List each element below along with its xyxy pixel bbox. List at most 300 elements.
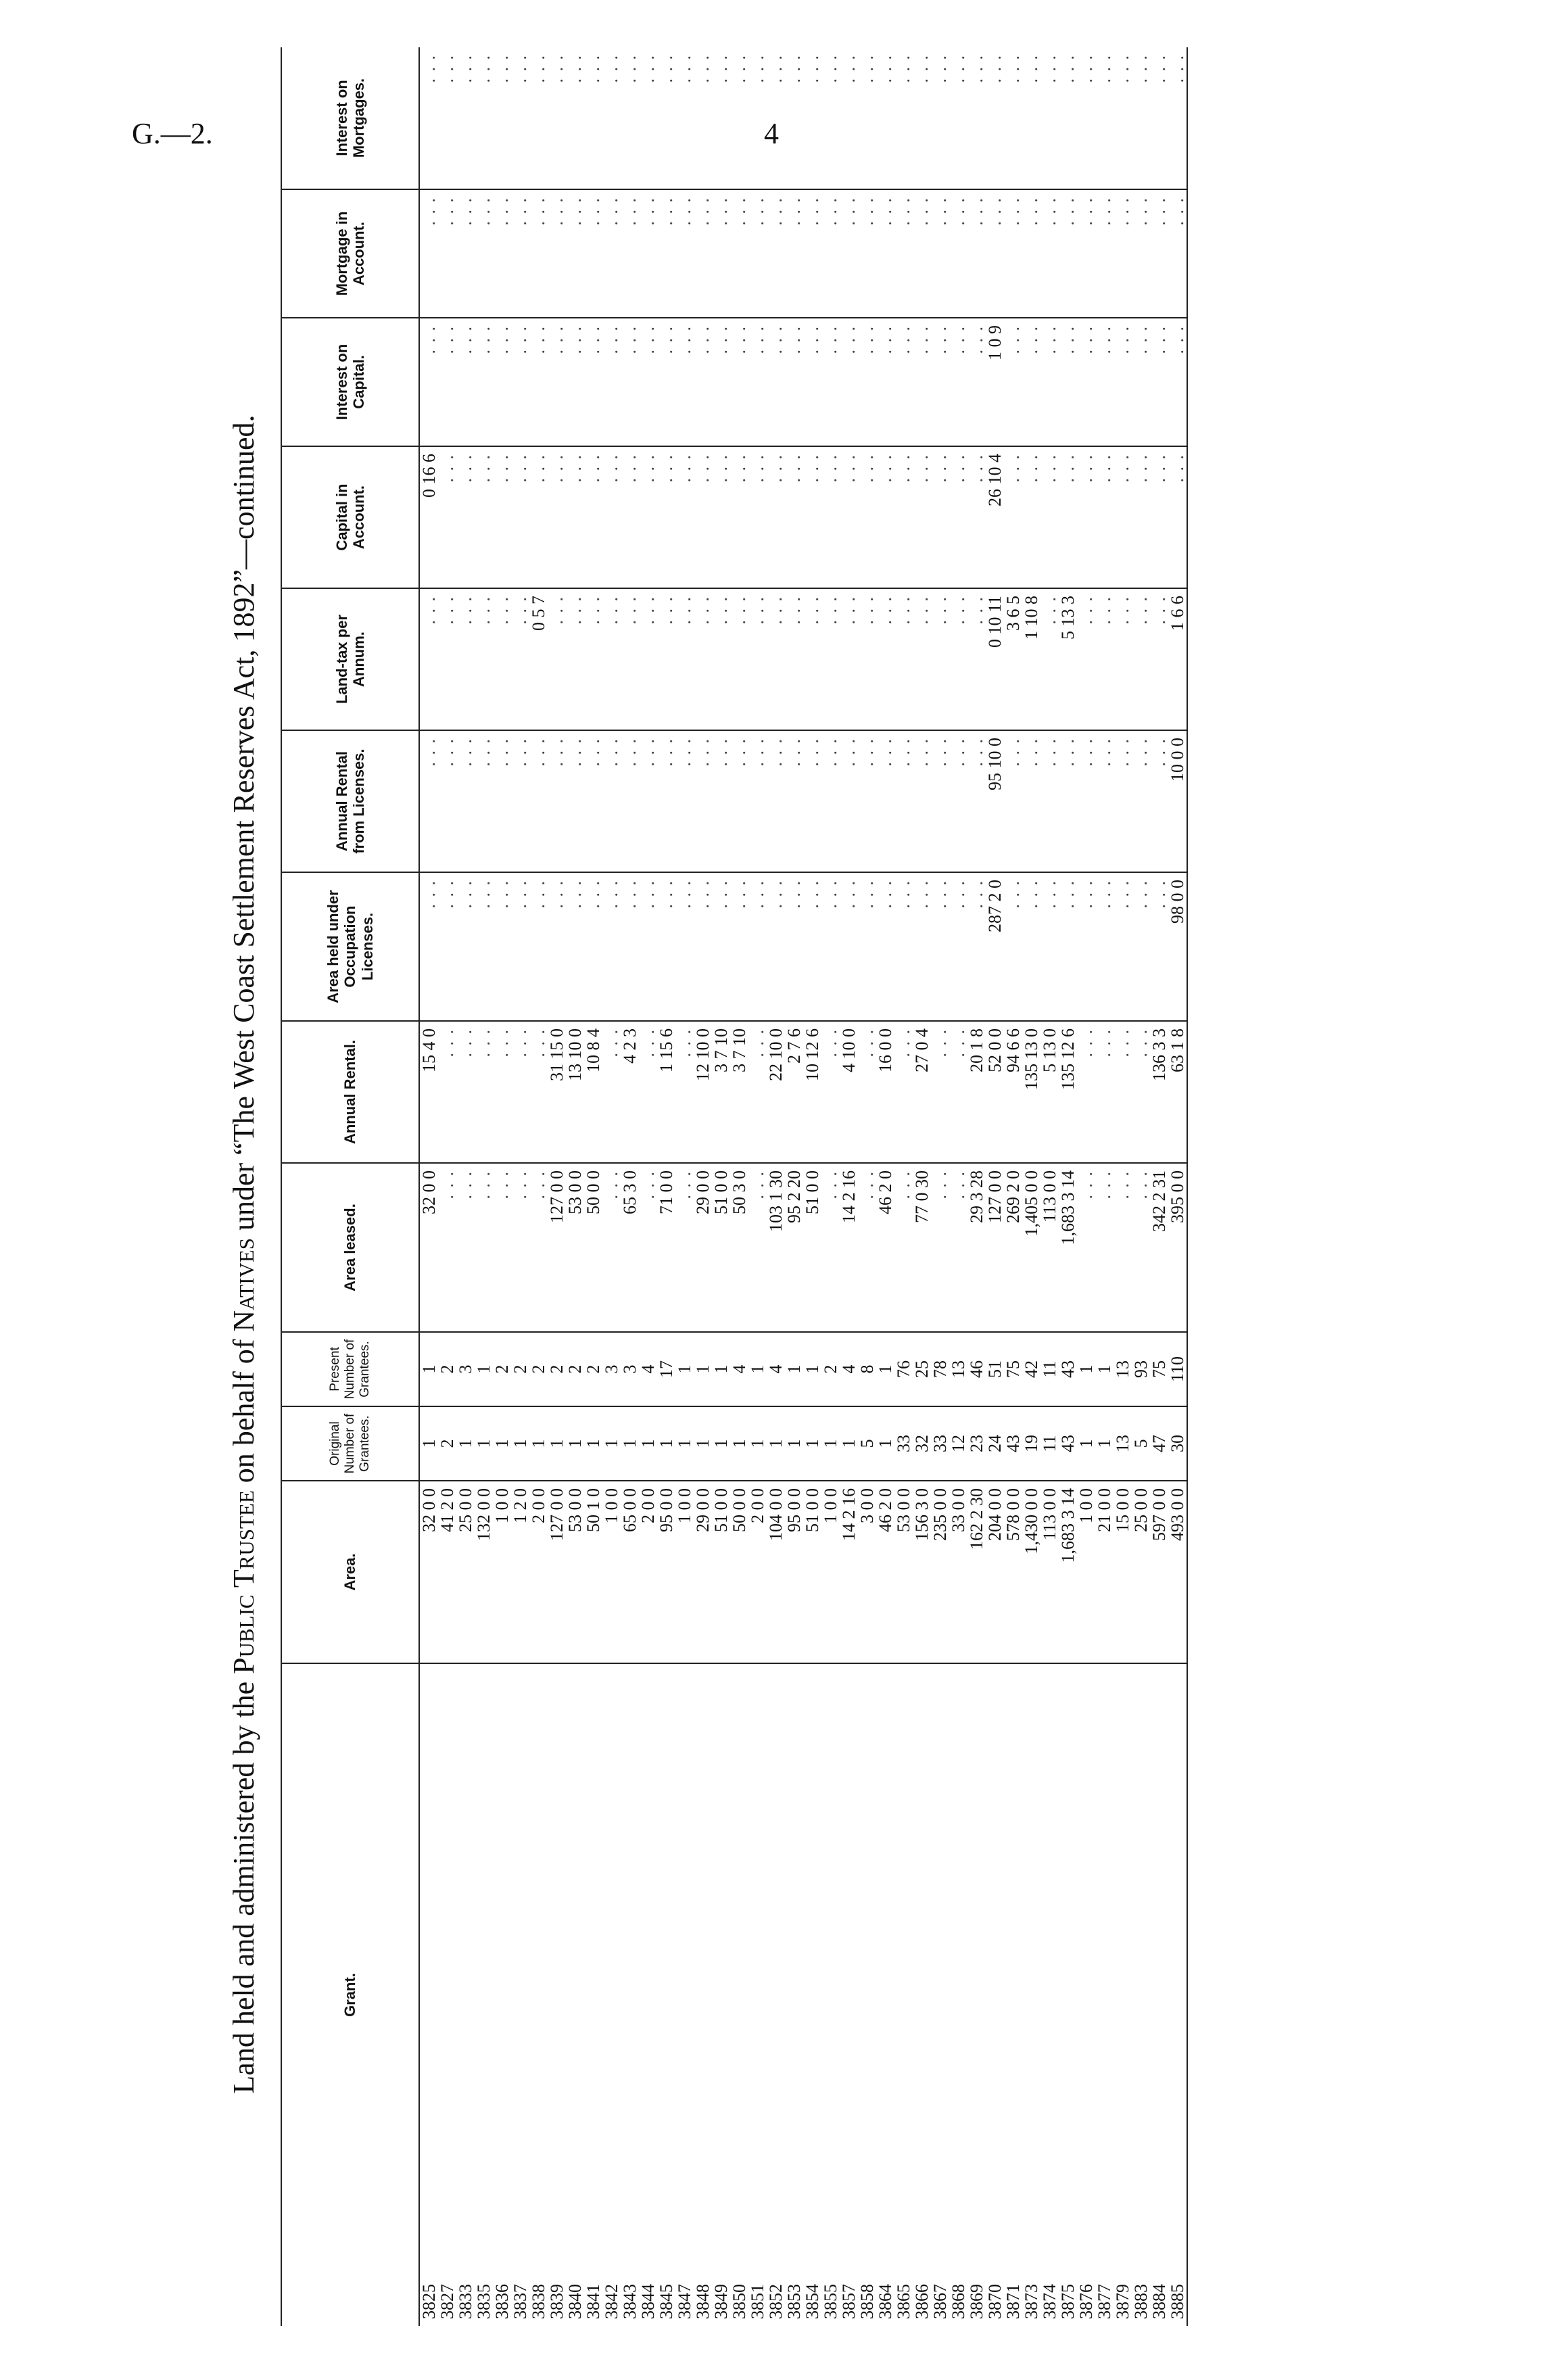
land-tax-cell: . . .	[602, 588, 621, 730]
license-rental-cell: . . .	[639, 730, 657, 872]
land-tax-cell: . . .	[840, 588, 858, 730]
present-grantees-cell: 3	[456, 1332, 475, 1406]
present-grantees-cell: 1	[475, 1332, 493, 1406]
table-row	[858, 47, 876, 2326]
license-rental-cell: . . .	[748, 730, 767, 872]
annual-rental-cell: 10 8 4	[584, 1021, 602, 1163]
col-header-annual-rental: Annual Rental.	[281, 1021, 419, 1163]
present-grantees-cell: 13	[949, 1332, 967, 1406]
table-row	[1059, 47, 1077, 2326]
license-area-cell: . . .	[602, 872, 621, 1021]
area-cell: 25 0 0	[1132, 1481, 1150, 1663]
original-grantees-cell: 1	[493, 1406, 511, 1481]
area-leased-cell: 269 2 0	[1004, 1163, 1022, 1332]
annual-rental-cell: 20 1 8	[967, 1021, 986, 1163]
area-cell: 46 2 0	[876, 1481, 894, 1663]
interest-mortgage-cell: . . .	[1132, 47, 1150, 189]
area-leased-cell: . . .	[1095, 1163, 1113, 1332]
area-leased-cell: 395 0 0	[1168, 1163, 1187, 1332]
interest-mortgage-cell: . . .	[511, 47, 529, 189]
license-area-cell: . . .	[858, 872, 876, 1021]
present-grantees-cell: 75	[1150, 1332, 1168, 1406]
area-cell: 2 0 0	[529, 1481, 548, 1663]
present-grantees-cell: 2	[548, 1332, 566, 1406]
interest-capital-cell: . . .	[821, 318, 840, 446]
area-leased-cell: 29 0 0	[694, 1163, 712, 1332]
license-rental-cell: . . .	[913, 730, 931, 872]
license-area-cell: . . .	[712, 872, 730, 1021]
grant-cell: 3884	[1149, 2284, 1169, 2319]
table-row	[1095, 47, 1113, 2326]
area-leased-cell: 51 0 0	[803, 1163, 821, 1332]
present-grantees-cell: 4	[767, 1332, 785, 1406]
license-area-cell: . . .	[493, 872, 511, 1021]
original-grantees-cell: 33	[931, 1406, 949, 1481]
mortgage-cell: . . .	[602, 189, 621, 318]
interest-capital-cell: . . .	[785, 318, 803, 446]
mortgage-cell: . . .	[1113, 189, 1132, 318]
grant-cell: 3877	[1095, 2284, 1114, 2319]
interest-capital-cell: . . .	[1132, 318, 1150, 446]
original-grantees-cell: 1	[821, 1406, 840, 1481]
mortgage-cell: . . .	[548, 189, 566, 318]
table-row	[785, 47, 803, 2326]
table-body	[419, 47, 1187, 2326]
area-cell: 33 0 0	[949, 1481, 967, 1663]
interest-mortgage-cell: . . .	[858, 47, 876, 189]
land-tax-cell: . . .	[1113, 588, 1132, 730]
original-grantees-cell: 1	[1077, 1406, 1095, 1481]
grant-cell: 3836	[492, 2284, 512, 2319]
mortgage-cell: . . .	[803, 189, 821, 318]
land-tax-cell: . . .	[1077, 588, 1095, 730]
area-cell: 1,430 0 0	[1022, 1481, 1040, 1663]
annual-rental-cell: . . .	[931, 1021, 949, 1163]
annual-rental-cell: 13 10 0	[566, 1021, 584, 1163]
title-natives: Natives	[227, 1238, 260, 1332]
annual-rental-cell: 22 10 0	[767, 1021, 785, 1163]
present-grantees-cell: 4	[639, 1332, 657, 1406]
license-rental-cell: . . .	[438, 730, 456, 872]
capital-cell: . . .	[1095, 446, 1113, 588]
original-grantees-cell: 11	[1040, 1406, 1059, 1481]
table-row	[821, 47, 840, 2326]
license-rental-cell: . . .	[456, 730, 475, 872]
annual-rental-cell: 2 7 6	[785, 1021, 803, 1163]
present-grantees-cell: 1	[712, 1332, 730, 1406]
interest-mortgage-cell: . . .	[493, 47, 511, 189]
grant-cell: 3871	[1003, 2284, 1023, 2319]
license-rental-cell: . . .	[493, 730, 511, 872]
original-grantees-cell: 1	[475, 1406, 493, 1481]
area-leased-cell: 65 3 0	[621, 1163, 639, 1332]
interest-capital-cell: . . .	[913, 318, 931, 446]
capital-cell: . . .	[858, 446, 876, 588]
land-tax-cell: . . .	[419, 588, 438, 730]
interest-capital-cell: . . .	[511, 318, 529, 446]
interest-mortgage-cell: . . .	[767, 47, 785, 189]
land-tax-cell: . . .	[913, 588, 931, 730]
area-cell: 50 0 0	[730, 1481, 748, 1663]
mortgage-cell: . . .	[1004, 189, 1022, 318]
grant-cell: 3885	[1168, 1663, 1187, 2326]
mortgage-cell: . . .	[566, 189, 584, 318]
license-area-cell: 287 2 0	[986, 872, 1004, 1021]
land-tax-cell: . . .	[949, 588, 967, 730]
land-tax-cell: . . .	[931, 588, 949, 730]
interest-mortgage-cell: . . .	[584, 47, 602, 189]
mortgage-cell: . . .	[840, 189, 858, 318]
original-grantees-cell: 13	[1113, 1406, 1132, 1481]
license-rental-cell: . . .	[1040, 730, 1059, 872]
land-tax-cell: . . .	[767, 588, 785, 730]
original-grantees-cell: 12	[949, 1406, 967, 1481]
interest-mortgage-cell: . . .	[840, 47, 858, 189]
original-grantees-cell: 1	[840, 1406, 858, 1481]
area-leased-cell: . . .	[602, 1163, 621, 1332]
interest-capital-cell: . . .	[1150, 318, 1168, 446]
license-area-cell: . . .	[949, 872, 967, 1021]
grant-cell: 3839	[547, 2284, 567, 2319]
present-grantees-cell: 2	[821, 1332, 840, 1406]
area-cell: 15 0 0	[1113, 1481, 1132, 1663]
area-cell: 65 0 0	[621, 1481, 639, 1663]
interest-mortgage-cell: . . .	[803, 47, 821, 189]
area-cell: 53 0 0	[894, 1481, 913, 1663]
table-row	[456, 47, 475, 2326]
table-row	[949, 47, 967, 2326]
title-text-2: on behalf of	[227, 1331, 260, 1491]
capital-cell: . . .	[456, 446, 475, 588]
grant-cell: 3844	[638, 2284, 658, 2319]
mortgage-cell: . . .	[584, 189, 602, 318]
original-grantees-cell: 5	[858, 1406, 876, 1481]
license-rental-cell: . . .	[621, 730, 639, 872]
interest-mortgage-cell: . . .	[438, 47, 456, 189]
annual-rental-cell: 4 2 3	[621, 1021, 639, 1163]
original-grantees-cell: 1	[694, 1406, 712, 1481]
land-tax-cell: 3 6 5	[1004, 588, 1022, 730]
mortgage-cell: . . .	[1022, 189, 1040, 318]
grant-cell: 3858	[857, 2284, 877, 2319]
col-header-land-tax: Land-tax per Annum.	[281, 588, 419, 730]
grant-cell: 3868	[949, 2284, 968, 2319]
area-cell: 51 0 0	[803, 1481, 821, 1663]
mortgage-cell: . . .	[1059, 189, 1077, 318]
license-area-cell: . . .	[840, 872, 858, 1021]
table-row	[803, 47, 821, 2326]
capital-cell: . . .	[548, 446, 566, 588]
area-cell: 29 0 0	[694, 1481, 712, 1663]
license-area-cell: . . .	[1059, 872, 1077, 1021]
area-leased-cell: . . .	[1077, 1163, 1095, 1332]
area-leased-cell: . . .	[493, 1163, 511, 1332]
license-rental-cell: . . .	[584, 730, 602, 872]
interest-mortgage-cell: . . .	[548, 47, 566, 189]
capital-cell: . . .	[1059, 446, 1077, 588]
table-row	[840, 47, 858, 2326]
interest-mortgage-cell: . . .	[694, 47, 712, 189]
land-tax-cell: 0 5 7	[529, 588, 548, 730]
interest-mortgage-cell: . . .	[475, 47, 493, 189]
present-grantees-cell: 1	[803, 1332, 821, 1406]
page-reference: G.—2.	[132, 117, 213, 150]
area-leased-cell: 50 0 0	[584, 1163, 602, 1332]
original-grantees-cell: 1	[639, 1406, 657, 1481]
land-tax-cell: . . .	[1132, 588, 1150, 730]
area-cell: 1 0 0	[1077, 1481, 1095, 1663]
mortgage-cell: . . .	[748, 189, 767, 318]
annual-rental-cell: 3 7 10	[730, 1021, 748, 1163]
col-header-present-grantees: Present Number of Grantees.	[281, 1332, 419, 1406]
grant-cell: 3837	[510, 2284, 530, 2319]
mortgage-cell: . . .	[931, 189, 949, 318]
interest-capital-cell: 1 0 9	[986, 318, 1004, 446]
mortgage-cell: . . .	[1077, 189, 1095, 318]
capital-cell: . . .	[1132, 446, 1150, 588]
table-row	[419, 47, 438, 2326]
present-grantees-cell: 51	[986, 1332, 1004, 1406]
license-area-cell: . . .	[1004, 872, 1022, 1021]
interest-mortgage-cell: . . .	[913, 47, 931, 189]
license-rental-cell: . . .	[967, 730, 986, 872]
license-area-cell: . . .	[1077, 872, 1095, 1021]
interest-capital-cell: . . .	[1040, 318, 1059, 446]
interest-mortgage-cell: . . .	[1022, 47, 1040, 189]
area-leased-cell: 103 1 30	[767, 1163, 785, 1332]
license-rental-cell: . . .	[876, 730, 894, 872]
interest-mortgage-cell: . . .	[986, 47, 1004, 189]
area-cell: 14 2 16	[840, 1481, 858, 1663]
grant-cell: 3854	[803, 2284, 822, 2319]
area-cell: 21 0 0	[1095, 1481, 1113, 1663]
mortgage-cell: . . .	[1132, 189, 1150, 318]
annual-rental-cell: 27 0 4	[913, 1021, 931, 1163]
page-number: 4	[764, 117, 779, 150]
area-leased-cell: . . .	[438, 1163, 456, 1332]
capital-cell: . . .	[821, 446, 840, 588]
area-cell: 1 0 0	[675, 1481, 694, 1663]
interest-capital-cell: . . .	[475, 318, 493, 446]
license-rental-cell: . . .	[730, 730, 748, 872]
table-row	[712, 47, 730, 2326]
land-tax-cell: . . .	[657, 588, 675, 730]
capital-cell: . . .	[493, 446, 511, 588]
license-area-cell: . . .	[675, 872, 694, 1021]
table-row	[1004, 47, 1022, 2326]
capital-cell: . . .	[1150, 446, 1168, 588]
license-area-cell: . . .	[694, 872, 712, 1021]
table-row	[694, 47, 712, 2326]
interest-capital-cell: . . .	[858, 318, 876, 446]
license-rental-cell: . . .	[511, 730, 529, 872]
present-grantees-cell: 1	[1095, 1332, 1113, 1406]
grant-cell: 3835	[474, 2284, 494, 2319]
area-leased-cell: 29 3 28	[967, 1163, 986, 1332]
grant-cell: 3827	[437, 2284, 457, 2319]
area-leased-cell: . . .	[949, 1163, 967, 1332]
license-rental-cell: . . .	[821, 730, 840, 872]
grant-cell: 3874	[1040, 2284, 1059, 2319]
capital-cell: . . .	[876, 446, 894, 588]
area-leased-cell: . . .	[511, 1163, 529, 1332]
grant-cell: 3840	[565, 2284, 585, 2319]
land-tax-cell: . . .	[493, 588, 511, 730]
license-area-cell: . . .	[419, 872, 438, 1021]
land-tax-cell: . . .	[967, 588, 986, 730]
grant-cell: 3869	[967, 2284, 986, 2319]
annual-rental-cell: . . .	[858, 1021, 876, 1163]
annual-rental-cell: . . .	[1113, 1021, 1132, 1163]
mortgage-cell: . . .	[419, 189, 438, 318]
present-grantees-cell: 1	[876, 1332, 894, 1406]
original-grantees-cell: 1	[566, 1406, 584, 1481]
area-leased-cell: . . .	[639, 1163, 657, 1332]
mortgage-cell: . . .	[657, 189, 675, 318]
capital-cell: . . .	[621, 446, 639, 588]
original-grantees-cell: 47	[1150, 1406, 1168, 1481]
license-rental-cell: 95 10 0	[986, 730, 1004, 872]
license-rental-cell: . . .	[1113, 730, 1132, 872]
present-grantees-cell: 110	[1168, 1332, 1187, 1406]
area-cell: 25 0 0	[456, 1481, 475, 1663]
land-tax-cell: . . .	[621, 588, 639, 730]
title-text-1: Land held and administered by the	[227, 1673, 260, 2094]
annual-rental-cell: 135 12 6	[1059, 1021, 1077, 1163]
license-area-cell: . . .	[931, 872, 949, 1021]
table-row	[1040, 47, 1059, 2326]
annual-rental-cell: . . .	[1095, 1021, 1113, 1163]
grant-cell: 3847	[675, 2284, 694, 2319]
license-rental-cell: . . .	[803, 730, 821, 872]
interest-mortgage-cell: . . .	[1059, 47, 1077, 189]
col-header-interest-mortgages: Interest on Mortgages.	[281, 47, 419, 189]
mortgage-cell: . . .	[639, 189, 657, 318]
capital-cell: . . .	[584, 446, 602, 588]
table-row	[657, 47, 675, 2326]
annual-rental-cell: . . .	[821, 1021, 840, 1163]
capital-cell: . . .	[1040, 446, 1059, 588]
license-rental-cell: 10 0 0	[1168, 730, 1187, 872]
mortgage-cell: . . .	[621, 189, 639, 318]
annual-rental-cell: . . .	[894, 1021, 913, 1163]
mortgage-cell: . . .	[949, 189, 967, 318]
area-cell: 132 0 0	[475, 1481, 493, 1663]
original-grantees-cell: 1	[876, 1406, 894, 1481]
interest-mortgage-cell: . . .	[675, 47, 694, 189]
interest-capital-cell: . . .	[419, 318, 438, 446]
area-leased-cell: 71 0 0	[657, 1163, 675, 1332]
interest-capital-cell: . . .	[1022, 318, 1040, 446]
land-tax-cell: . . .	[712, 588, 730, 730]
license-area-cell: . . .	[639, 872, 657, 1021]
area-cell: 1 0 0	[493, 1481, 511, 1663]
interest-mortgage-cell: . . .	[639, 47, 657, 189]
capital-cell: . . .	[1004, 446, 1022, 588]
license-rental-cell: . . .	[931, 730, 949, 872]
table-row	[1132, 47, 1150, 2326]
area-cell: 32 0 0	[419, 1481, 438, 1663]
mortgage-cell: . . .	[493, 189, 511, 318]
interest-capital-cell: . . .	[694, 318, 712, 446]
license-area-cell: . . .	[657, 872, 675, 1021]
interest-capital-cell: . . .	[548, 318, 566, 446]
interest-capital-cell: . . .	[1004, 318, 1022, 446]
license-area-cell: . . .	[621, 872, 639, 1021]
present-grantees-cell: 42	[1022, 1332, 1040, 1406]
interest-capital-cell: . . .	[876, 318, 894, 446]
mortgage-cell: . . .	[767, 189, 785, 318]
license-rental-cell: . . .	[548, 730, 566, 872]
interest-mortgage-cell: . . .	[602, 47, 621, 189]
capital-cell: . . .	[748, 446, 767, 588]
present-grantees-cell: 2	[584, 1332, 602, 1406]
table-row	[493, 47, 511, 2326]
annual-rental-cell: 52 0 0	[986, 1021, 1004, 1163]
table-row	[1113, 47, 1132, 2326]
original-grantees-cell: 30	[1168, 1406, 1187, 1481]
license-area-cell: . . .	[967, 872, 986, 1021]
header-row	[281, 47, 419, 2326]
capital-cell: . . .	[840, 446, 858, 588]
license-rental-cell: . . .	[1059, 730, 1077, 872]
area-cell: 597 0 0	[1150, 1481, 1168, 1663]
present-grantees-cell: 3	[621, 1332, 639, 1406]
land-tax-cell: 5 13 3	[1059, 588, 1077, 730]
license-rental-cell: . . .	[858, 730, 876, 872]
area-leased-cell: 342 2 31	[1150, 1163, 1168, 1332]
present-grantees-cell: 4	[840, 1332, 858, 1406]
original-grantees-cell: 1	[456, 1406, 475, 1481]
present-grantees-cell: 1	[785, 1332, 803, 1406]
table-row	[529, 47, 548, 2326]
land-tax-cell: . . .	[876, 588, 894, 730]
area-leased-cell: 95 2 20	[785, 1163, 803, 1332]
annual-rental-cell: . . .	[602, 1021, 621, 1163]
area-cell: 204 0 0	[986, 1481, 1004, 1663]
original-grantees-cell: 1	[529, 1406, 548, 1481]
table-row	[894, 47, 913, 2326]
present-grantees-cell: 2	[529, 1332, 548, 1406]
table-row	[1022, 47, 1040, 2326]
area-cell: 127 0 0	[548, 1481, 566, 1663]
area-leased-cell: 113 0 0	[1040, 1163, 1059, 1332]
capital-cell: . . .	[913, 446, 931, 588]
area-leased-cell: . . .	[456, 1163, 475, 1332]
present-grantees-cell: 76	[894, 1332, 913, 1406]
capital-cell: . . .	[639, 446, 657, 588]
grant-cell: 3850	[729, 2284, 749, 2319]
present-grantees-cell: 1	[419, 1332, 438, 1406]
original-grantees-cell: 43	[1004, 1406, 1022, 1481]
title-text-3: under “The West Coast Settlement Reserves Act, 1892”—continued.	[227, 414, 260, 1239]
original-grantees-cell: 24	[986, 1406, 1004, 1481]
grant-cell: 3879	[1113, 2284, 1132, 2319]
interest-capital-cell: . . .	[1077, 318, 1095, 446]
area-leased-cell: 127 0 0	[548, 1163, 566, 1332]
interest-capital-cell: . . .	[621, 318, 639, 446]
original-grantees-cell: 1	[621, 1406, 639, 1481]
grant-cell: 3870	[985, 2284, 1005, 2319]
interest-mortgage-cell: . . .	[621, 47, 639, 189]
original-grantees-cell: 1	[767, 1406, 785, 1481]
license-area-cell: . . .	[511, 872, 529, 1021]
annual-rental-cell: 12 10 0	[694, 1021, 712, 1163]
interest-capital-cell: . . .	[529, 318, 548, 446]
land-tax-cell: 0 10 11	[986, 588, 1004, 730]
interest-capital-cell: . . .	[1059, 318, 1077, 446]
grant-cell: 3842	[602, 2284, 621, 2319]
